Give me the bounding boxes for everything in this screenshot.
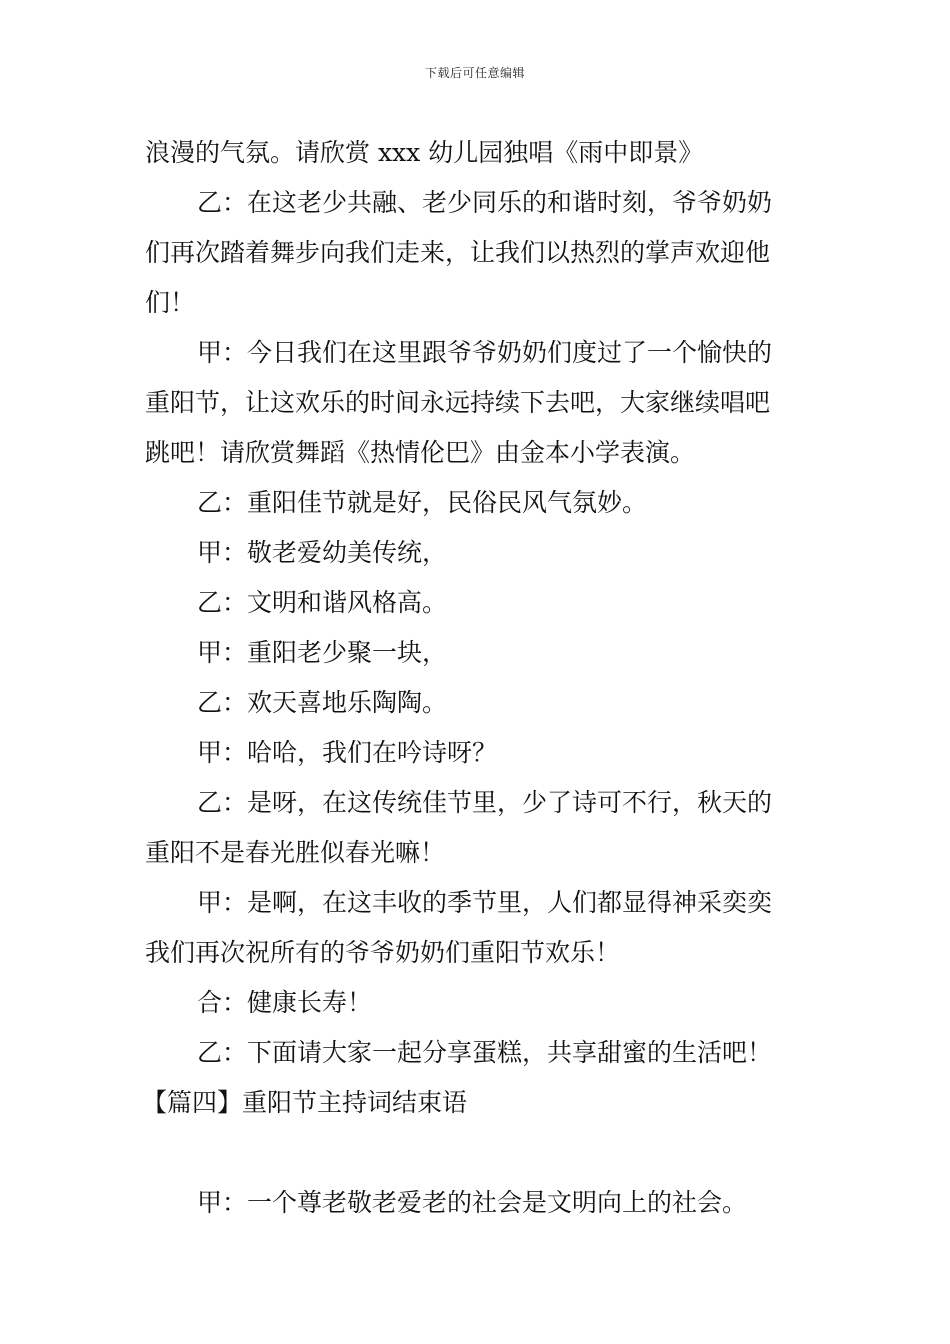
paragraph-line: 甲：今日我们在这里跟爷爷奶奶们度过了一个愉快的 <box>197 338 773 367</box>
blank-spacer <box>145 1128 807 1178</box>
paragraph-line: 跳吧！请欣赏舞蹈《热情伦巴》由金本小学表演。 <box>145 438 696 467</box>
paragraph-line: 乙：是呀，在这传统佳节里，少了诗可不行，秋天的 <box>197 788 773 817</box>
paragraph-line: 乙：文明和谐风格高。 <box>197 588 448 617</box>
paragraph-line: 合：健康长寿！ <box>197 988 373 1017</box>
paragraph-line: 们再次踏着舞步向我们走来，让我们以热烈的掌声欢迎他 <box>145 238 771 267</box>
paragraph-line: 乙：欢天喜地乐陶陶。 <box>197 688 448 717</box>
paragraph-line: 甲：重阳老少聚一块， <box>197 638 448 667</box>
paragraph-line: 重阳节，让这欢乐的时间永远持续下去吧，大家继续唱吧 <box>145 388 771 417</box>
page-header: 下载后可任意编辑 <box>424 66 525 80</box>
paragraph-line: 们！ <box>145 288 196 317</box>
paragraph-line: 甲：一个尊老敬老爱老的社会是文明向上的社会。 <box>197 1188 748 1217</box>
paragraph-line: 我们再次祝所有的爷爷奶奶们重阳节欢乐！ <box>145 938 621 967</box>
document-body <box>142 128 807 1228</box>
paragraph-line: 乙：下面请大家一起分享蛋糕，共享甜蜜的生活吧！ <box>197 1038 773 1067</box>
section-heading: 【篇四】重阳节主持词结束语 <box>142 1088 468 1117</box>
paragraph-line: 乙：在这老少共融、老少同乐的和谐时刻，爷爷奶奶 <box>197 188 773 217</box>
paragraph-line: 甲：哈哈，我们在吟诗呀？ <box>197 738 498 767</box>
paragraph-line: 浪漫的气氛。请欣赏 xxx 幼儿园独唱《雨中即景》 <box>145 138 704 167</box>
paragraph-line: 甲：敬老爱幼美传统， <box>197 538 448 567</box>
paragraph-line: 乙：重阳佳节就是好，民俗民风气氛妙。 <box>197 488 648 517</box>
paragraph-line: 甲：是啊，在这丰收的季节里，人们都显得神采奕奕 <box>197 888 773 917</box>
paragraph-line: 重阳不是春光胜似春光嘛！ <box>145 838 446 867</box>
